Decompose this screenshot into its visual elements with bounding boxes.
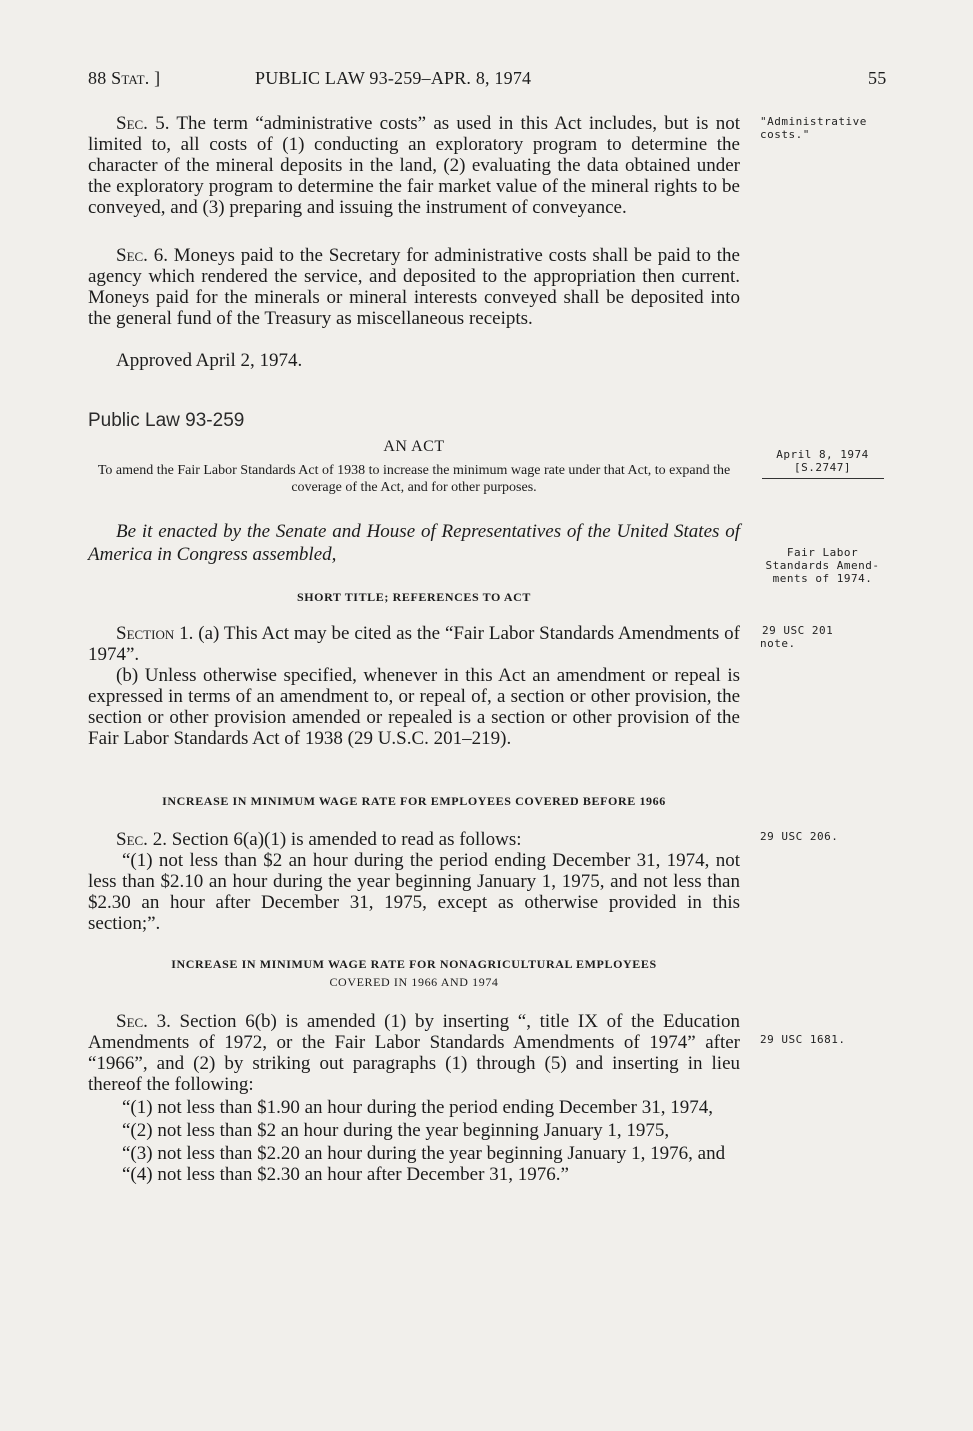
section-6 [88,245,740,329]
sec1-label: Section [116,623,175,644]
margin-note-usc206: 29 USC 206. [760,830,839,843]
header-citation [88,68,160,89]
short-title-heading: SHORT TITLE; REFERENCES TO ACT [296,590,532,604]
sec3-item-4: “(4) not less than $2.30 an hour after December 31, 1976.” [122,1164,569,1185]
sec6-text: 6. Moneys paid to the Secretary for administrative costs shall be paid to the agency which rendered the service, and deposited to the appropriation then current. Moneys paid for the minerals or mineral interests conveyed shall be deposited into the general fund of the Treasury as miscellaneous receipts. [88,245,740,329]
section-5 [88,113,740,218]
header-title: PUBLIC LAW 93-259–APR. 8, 1974 [255,68,532,88]
sec3-item-1: “(1) not less than $1.90 an hour during the period ending December 31, 1974, [122,1097,713,1118]
heading-nonag-line1: INCREASE IN MINIMUM WAGE RATE FOR NONAGRICULTURAL EMPLOYEES [171,957,657,971]
margin-note-admin-costs: "Administrative costs." [760,115,867,141]
sec2-text: 2. Section 6(a)(1) is amended to read as follows: [147,829,522,850]
margin-rule [762,478,884,479]
header-volume: 88 [88,68,107,88]
margin-note-usc1681: 29 USC 1681. [760,1033,846,1046]
sec3-item-2: “(2) not less than $2 an hour during the year beginning January 1, 1975, [122,1120,670,1141]
enacting-clause: Be it enacted by the Senate and House of Representatives of the United States of America in Congress assembled, [88,521,740,565]
sec3-label: Sec. [116,1011,148,1032]
an-act-heading: AN ACT [383,438,445,455]
sec1b-text: (b) Unless otherwise specified, whenever in this Act an amendment or repeal is expressed in terms of an amendment to, or repeal of, a section or other provision, the section or other provision amended or repealed is a section or other provision of the Fair Labor Standards Act of 1938 (29 U.S.C. 201–219). [88,665,740,749]
sec5-text: 5. The term “administrative costs” as used in this Act includes, but is not limited to, all costs of (1) conducting an exploratory program to determine the character of the mineral deposits in the land, (2) evaluating the data obtained under the exploratory program to determine the fair market value of the mineral rights to be conveyed, and (3) preparing and issuing the instrument of conveyance. [88,113,740,218]
act-purpose: To amend the Fair Labor Standards Act of 1938 to increase the minimum wage rate under that Act, to expand the coverage of the Act, and for other purposes. [97,463,731,495]
header-bracket: ] [154,68,161,88]
sec3-text: 3. Section 6(b) is amended (1) by inserting “, title IX of the Education Amendments of 1972, or the Fair Labor Standards Amendments of 1974” after “1966”, and (2) by striking out paragraphs (1) through (5) and inserting in lieu thereof the following: [88,1011,740,1095]
sec1a-text: 1. (a) This Act may be cited as the “Fair Labor Standards Amendments of 1974”. [88,623,740,665]
sec3-item-3: “(3) not less than $2.20 an hour during the year beginning January 1, 1976, and [122,1143,726,1164]
sec5-label: Sec. [116,113,148,134]
section-1 [88,623,740,749]
sec2-label: Sec. [116,829,148,850]
page-number: 55 [868,68,887,88]
margin-note-usc201: 29 USC 201 note. [760,624,834,650]
heading-increase-1966: INCREASE IN MINIMUM WAGE RATE FOR EMPLOYEES COVERED BEFORE 1966 [162,794,666,808]
margin-note-fls: Fair Labor Standards Amend- ments of 1974. [765,546,880,585]
section-3 [88,1011,740,1185]
public-law-number: Public Law 93-259 [88,410,245,431]
sec2-quote: “(1) not less than $2 an hour during the period ending December 31, 1974, not less than $2.10 an hour during the year beginning January 1, 1975, and not less than $2.30 an hour after December 31, 1975, except as otherwise provided in this section;”. [88,850,740,934]
margin-note-date: April 8, 1974 [S.2747] [776,448,869,474]
section-2 [88,829,740,934]
heading-nonag-line2: COVERED IN 1966 AND 1974 [329,975,499,989]
approved-line-wrap [88,350,740,371]
sec6-label: Sec. [116,245,148,266]
header-stat: Stat. [111,68,150,88]
approved-line: Approved April 2, 1974. [116,350,303,371]
